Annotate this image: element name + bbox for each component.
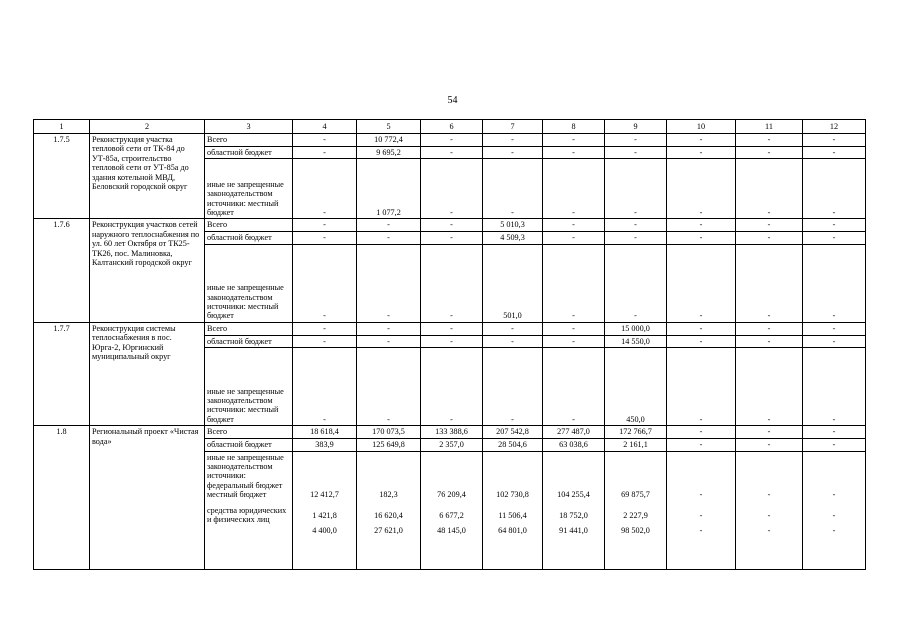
value-cell: - [357, 348, 421, 426]
budget-table [33, 119, 866, 570]
value-cell: - [357, 219, 421, 232]
sub-source-value: 98 502,0 [621, 526, 650, 536]
item-name: Реконструкция системы теплоснабжения в пос. Юрга-2, Юргинский муниципальный округ [90, 322, 205, 425]
value-cell: - [667, 335, 736, 347]
value-cell: - [543, 322, 605, 335]
column-header: 10 [667, 120, 736, 134]
sub-source-value: - [767, 490, 771, 500]
value-cell: - [803, 426, 866, 439]
value-cell: - [483, 335, 543, 347]
sub-source-value: 12 412,7 [310, 490, 339, 500]
sub-source-value: - [699, 490, 703, 500]
value-cell: - [543, 335, 605, 347]
value-cell: - [667, 426, 736, 439]
value-cell: - [605, 232, 667, 244]
value-cell: - [605, 244, 667, 322]
sub-source-value: 6 677,2 [439, 510, 464, 520]
spacer [805, 453, 863, 491]
value-cell [293, 451, 357, 569]
sub-source-label: средства юридических и физических лиц [207, 505, 287, 525]
value-cell: 450,0 [605, 348, 667, 426]
value-cell: - [667, 232, 736, 244]
value-cell: 2 161,1 [605, 439, 667, 451]
column-header: 5 [357, 120, 421, 134]
value-cell: 125 649,8 [357, 439, 421, 451]
value-cell: - [803, 159, 866, 219]
value-cell: 133 388,6 [421, 426, 483, 439]
value-cell: 63 038,6 [543, 439, 605, 451]
value-cell: - [667, 134, 736, 147]
value-cell: - [293, 335, 357, 347]
value-cell: - [667, 219, 736, 232]
value-cell: - [803, 439, 866, 451]
value-cell: - [736, 348, 803, 426]
sub-source-value: 18 752,0 [559, 510, 588, 520]
sub-source-value: 48 145,0 [437, 526, 466, 536]
value-cell [483, 451, 543, 569]
value-cell: - [803, 322, 866, 335]
funding-source-label: Всего [205, 322, 293, 335]
value-cell: - [803, 219, 866, 232]
column-header: 9 [605, 120, 667, 134]
value-cell: 18 618,4 [293, 426, 357, 439]
value-cell: - [293, 147, 357, 159]
sub-source-value: 16 620,4 [374, 510, 403, 520]
value-cell: - [736, 426, 803, 439]
value-cell: - [803, 335, 866, 347]
value-cell: 28 504,6 [483, 439, 543, 451]
table-row [34, 426, 866, 439]
funding-source-label [205, 451, 293, 569]
spacer [359, 453, 418, 491]
value-cell: - [667, 439, 736, 451]
value-cell: - [543, 348, 605, 426]
item-code: 1.7.5 [34, 134, 90, 219]
value-cell: - [803, 232, 866, 244]
other-sources-intro: иные не запрещенные законодательством источники: [207, 452, 284, 481]
sub-source-value: 64 801,0 [498, 526, 527, 536]
sub-source-value: 4 400,0 [312, 526, 337, 536]
value-cell: - [421, 335, 483, 347]
column-header: 6 [421, 120, 483, 134]
value-cell: - [605, 159, 667, 219]
value-cell: - [667, 348, 736, 426]
funding-source-label: Всего [205, 134, 293, 147]
value-cell: - [667, 244, 736, 322]
sub-source-value: 27 621,0 [374, 526, 403, 536]
sub-source-value: 76 209,4 [437, 490, 466, 500]
sub-source-value: 1 421,8 [312, 510, 337, 520]
value-cell: - [667, 147, 736, 159]
value-cell: - [803, 348, 866, 426]
column-header: 12 [803, 120, 866, 134]
value-cell: 5 010,3 [483, 219, 543, 232]
funding-source-label: Всего [205, 426, 293, 439]
item-name: Региональный проект «Чистая вода» [90, 426, 205, 569]
sub-source-value: - [832, 526, 836, 536]
value-cell: - [421, 219, 483, 232]
value-cell: - [421, 322, 483, 335]
value-cell [357, 451, 421, 569]
value-cell: 277 487,0 [543, 426, 605, 439]
sub-source-value: - [832, 490, 836, 500]
value-cell: - [543, 147, 605, 159]
sub-source-value: 2 227,9 [623, 510, 648, 520]
value-cell: 2 357,0 [421, 439, 483, 451]
sub-source-value: 182,3 [379, 490, 398, 500]
value-cell: - [293, 348, 357, 426]
value-cell: - [293, 219, 357, 232]
item-code: 1.7.6 [34, 219, 90, 322]
funding-source-label: областной бюджет [205, 335, 293, 347]
spacer [738, 453, 800, 491]
value-cell: - [293, 322, 357, 335]
value-cell: - [293, 244, 357, 322]
sub-source-value: 91 441,0 [559, 526, 588, 536]
spacer [545, 453, 602, 491]
column-header: 1 [34, 120, 90, 134]
value-cell: - [736, 244, 803, 322]
item-code: 1.8 [34, 426, 90, 569]
value-cell: - [293, 159, 357, 219]
item-name: Реконструкция участка тепловой сети от ТК-84 до УТ-85а, строительство тепловой сети от УТ-85а до здания котельной МВД, Беловский городской округ [90, 134, 205, 219]
value-cell: - [803, 134, 866, 147]
value-cell [421, 451, 483, 569]
value-cell: 4 509,3 [483, 232, 543, 244]
value-cell: - [421, 159, 483, 219]
value-cell: - [543, 244, 605, 322]
value-cell: - [421, 232, 483, 244]
value-cell: - [357, 322, 421, 335]
sub-source-value: - [699, 510, 703, 520]
column-header: 2 [90, 120, 205, 134]
value-cell: - [605, 134, 667, 147]
column-header: 3 [205, 120, 293, 134]
column-header: 8 [543, 120, 605, 134]
spacer [669, 453, 733, 491]
value-cell: - [803, 244, 866, 322]
value-cell [736, 451, 803, 569]
value-cell: 1 077,2 [357, 159, 421, 219]
funding-source-label: иные не запрещенные законодательством источники: местный бюджет [205, 348, 293, 426]
spacer [485, 453, 540, 491]
spacer [607, 453, 664, 491]
funding-source-label: Всего [205, 219, 293, 232]
table-row [34, 219, 866, 232]
value-cell: - [605, 219, 667, 232]
value-cell: - [736, 232, 803, 244]
value-cell: - [667, 322, 736, 335]
column-header: 11 [736, 120, 803, 134]
funding-source-label: иные не запрещенные законодательством источники: местный бюджет [205, 159, 293, 219]
value-cell: - [483, 348, 543, 426]
value-cell: 383,9 [293, 439, 357, 451]
item-code: 1.7.7 [34, 322, 90, 425]
spacer [423, 453, 480, 491]
value-cell: - [421, 134, 483, 147]
value-cell: - [421, 244, 483, 322]
item-name: Реконструкция участков сетей наружного теплоснабжения по ул. 60 лет Октября от ТК25-ТК26, пос. Малиновка, Калтанский городской округ [90, 219, 205, 322]
funding-source-label: областной бюджет [205, 147, 293, 159]
value-cell: - [543, 134, 605, 147]
value-cell [803, 451, 866, 569]
value-cell: 14 550,0 [605, 335, 667, 347]
value-cell: - [736, 219, 803, 232]
spacer [295, 453, 354, 491]
value-cell: - [667, 159, 736, 219]
value-cell: - [357, 335, 421, 347]
value-cell: 10 772,4 [357, 134, 421, 147]
value-cell: - [736, 134, 803, 147]
table-row [34, 322, 866, 335]
sub-source-value: - [767, 526, 771, 536]
funding-source-label: областной бюджет [205, 232, 293, 244]
value-cell: 15 000,0 [605, 322, 667, 335]
value-cell: - [483, 159, 543, 219]
sub-source-value: 69 875,7 [621, 490, 650, 500]
value-cell: - [293, 134, 357, 147]
sub-source-label: местный бюджет [207, 490, 267, 500]
sub-source-value: - [767, 510, 771, 520]
value-cell: - [293, 232, 357, 244]
value-cell: 172 766,7 [605, 426, 667, 439]
header-row [34, 120, 866, 134]
value-cell: - [483, 134, 543, 147]
sub-source-label: федеральный бюджет [207, 480, 283, 490]
value-cell: - [543, 219, 605, 232]
value-cell [667, 451, 736, 569]
column-header: 7 [483, 120, 543, 134]
value-cell: 207 542,8 [483, 426, 543, 439]
value-cell: - [357, 232, 421, 244]
value-cell [543, 451, 605, 569]
sub-source-value: 102 730,8 [496, 490, 529, 500]
value-cell: - [605, 147, 667, 159]
value-cell: - [483, 147, 543, 159]
column-header: 4 [293, 120, 357, 134]
sub-source-value: 104 255,4 [557, 490, 590, 500]
value-cell: - [736, 439, 803, 451]
sub-source-value: - [699, 526, 703, 536]
value-cell: - [543, 232, 605, 244]
funding-source-label: областной бюджет [205, 439, 293, 451]
value-cell: 9 695,2 [357, 147, 421, 159]
value-cell: - [421, 348, 483, 426]
funding-source-label: иные не запрещенные законодательством источники: местный бюджет [205, 244, 293, 322]
value-cell: - [803, 147, 866, 159]
sub-source-value: 11 506,4 [498, 510, 527, 520]
page-number: 54 [447, 95, 458, 106]
value-cell: - [736, 335, 803, 347]
value-cell: - [736, 322, 803, 335]
value-cell: - [483, 322, 543, 335]
value-cell [605, 451, 667, 569]
value-cell: - [357, 244, 421, 322]
table-row [34, 134, 866, 147]
value-cell: - [421, 147, 483, 159]
value-cell: 501,0 [483, 244, 543, 322]
value-cell: 170 073,5 [357, 426, 421, 439]
value-cell: - [543, 159, 605, 219]
value-cell: - [736, 147, 803, 159]
value-cell: - [736, 159, 803, 219]
sub-source-value: - [832, 510, 836, 520]
